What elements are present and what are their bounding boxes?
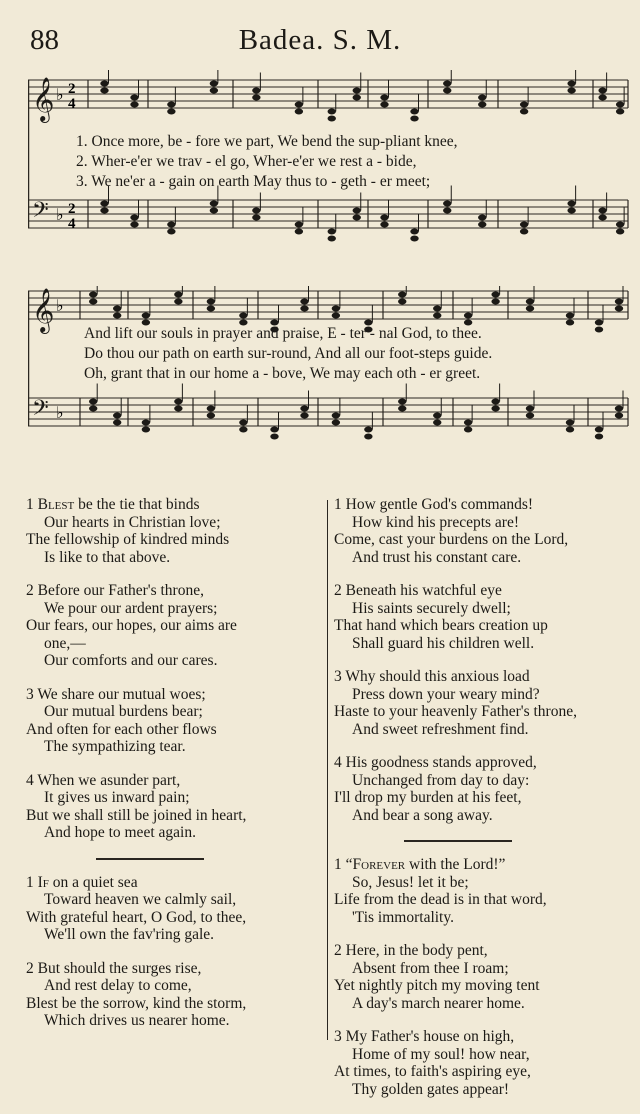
note-head [174,292,182,298]
note-head [332,420,340,426]
note-head [210,201,218,207]
verse-line [26,926,326,944]
verse-line [26,686,326,704]
verse-line [26,960,326,978]
verse-line [334,754,630,772]
column-divider [327,500,328,1040]
note-head [380,95,388,101]
verse-line [334,1028,630,1046]
note-head [398,399,406,405]
flat-icon: ♭ [56,403,64,422]
verse-text: And trust his constant care. [352,548,522,566]
note-head [491,299,499,305]
note-head [174,399,182,405]
note-head [89,406,97,412]
verse-text: Why should this anxious load [345,668,530,685]
verse-line [334,909,630,927]
verse-text: But we shall still be joined in heart, [26,806,247,824]
verse-text: With grateful heart, O God, to thee, [26,908,247,926]
hymn-separator-rule [334,840,630,856]
note-head [113,313,121,319]
verse-text: Beneath his watchful eye [345,582,502,599]
note-head [595,427,603,433]
note-head [207,406,215,412]
verse-line [334,977,630,995]
verse-line [334,617,630,635]
note-head [130,102,138,108]
music-system-2 [28,286,636,461]
note-head [252,95,260,101]
verse-text: one,— [44,634,86,652]
verse-number: 1 [26,873,38,891]
verse-line [26,891,326,909]
verse-text: Life from the dead is in that word, [334,891,547,908]
note-head [433,313,441,319]
note-head [398,299,406,305]
bass-clef-icon: 𝄢 [32,396,49,426]
note-head [410,109,418,115]
note-head [100,88,108,94]
note-head [113,413,121,419]
note-head [443,81,451,87]
verse-line [334,807,630,825]
verse-text: My Father's house on high, [345,1028,515,1045]
note-head [100,201,108,207]
note-head [380,102,388,108]
verse-line [334,703,630,721]
note-head [328,109,336,115]
note-head [616,222,624,228]
verse-stanza [26,960,326,1030]
verse-text: The sympathizing tear. [44,738,186,755]
verse-number: 1 [26,496,38,513]
verse-line [334,789,630,807]
note-head [207,413,215,419]
note-head [328,236,336,242]
note-head [566,313,574,319]
verse-line [334,549,630,567]
note-head [332,313,340,319]
note-head [332,413,340,419]
note-head [89,292,97,298]
note-head [167,229,175,235]
note-head [443,201,451,207]
verse-first-word: If [37,873,49,891]
note-head [207,306,215,312]
verse-number: 4 [26,771,38,789]
verse-line [334,995,630,1013]
verse-line [334,874,630,892]
note-head [142,313,150,319]
note-head [300,406,308,412]
note-head [252,88,260,94]
verse-text: The fellowship of kindred minds [26,531,230,548]
note-head [328,229,336,235]
verse-text: Press down your weary mind? [352,685,540,703]
note-head [520,109,528,115]
note-head [410,236,418,242]
note-head [167,222,175,228]
note-head [567,88,575,94]
verse-line [334,600,630,618]
note-head [616,102,624,108]
note-head [167,102,175,108]
verse-text: That hand which bears creation up [334,617,548,634]
verse-text: Our comforts and our cares. [44,652,218,669]
note-head [478,102,486,108]
note-head [598,208,606,214]
verse-line [26,514,326,532]
flat-icon: ♭ [56,296,64,315]
note-head [167,109,175,115]
verse-stanza [334,582,630,652]
verse-line [26,995,326,1013]
note-head [174,299,182,305]
note-head [566,420,574,426]
verse-text: 'Tis immortality. [352,908,454,926]
note-head [295,222,303,228]
note-head [353,208,361,214]
note-head [398,406,406,412]
verse-text: Blest be the sorrow, kind the storm, [26,994,247,1012]
note-head [520,229,528,235]
verse-line [26,600,326,618]
verse-text: Come, cast your burdens on the Lord, [334,531,569,548]
note-head [380,222,388,228]
note-head [142,420,150,426]
hymn-separator-rule [26,858,326,874]
bass-clef-icon: 𝄢 [32,198,49,228]
note-head [598,95,606,101]
verse-line [334,891,630,909]
note-head [130,222,138,228]
verse-stanza [26,874,326,944]
note-head [595,434,603,440]
note-head [295,229,303,235]
verse-text: And hope to meet again. [44,824,196,841]
verse-line [26,617,326,635]
note-head [526,413,534,419]
note-head [398,292,406,298]
time-signature: 4 [68,96,76,112]
hymn-text-left-column [26,496,326,1046]
verse-text: So, Jesus! let it be; [352,873,469,891]
treble-clef-icon: 𝄞 [32,288,55,332]
verse-stanza [334,856,630,926]
verse-text: When we asunder part, [37,771,181,789]
verse-stanza [334,942,630,1012]
verse-line [26,652,326,670]
note-head [464,313,472,319]
verse-text: Our fears, our hopes, our aims are [26,617,237,634]
note-head [443,208,451,214]
verse-number: 3 [26,685,38,703]
verse-text: We pour our ardent prayers; [44,599,218,617]
note-head [328,116,336,122]
note-head [300,306,308,312]
verse-line [26,789,326,807]
note-head [464,427,472,433]
music-system-1 [28,70,636,245]
verse-line [334,514,630,532]
note-head [100,81,108,87]
verse-text: How gentle God's commands! [345,496,534,513]
note-head [410,229,418,235]
verse-line [26,549,326,567]
verse-first-word: Blest [37,496,75,513]
note-head [443,88,451,94]
verse-number: 3 [334,668,346,685]
note-head [142,427,150,433]
lyric-line-3: 3. We ne'er a - gain on earth May thus to - geth - er meet; [76,173,431,190]
verse-text: Here, in the body pent, [345,942,488,959]
note-head [130,215,138,221]
note-head [526,406,534,412]
lyric-line-6: Oh, grant that in our home a - bove, We may each oth - er greet. [84,365,481,382]
note-head [464,420,472,426]
verse-number: 2 [26,959,38,977]
verse-number: 2 [334,942,346,959]
verse-text: Haste to your heavenly Father's throne, [334,703,577,720]
note-head [295,109,303,115]
verse-line [334,942,630,960]
verse-stanza [26,496,326,566]
verse-stanza [26,582,326,670]
note-head [113,306,121,312]
note-head [526,306,534,312]
verse-line [26,582,326,600]
verse-text: And often for each other flows [26,720,217,738]
verse-number: 2 [334,582,346,599]
verse-text: And sweet refreshment find. [352,720,529,738]
verse-first-word: “Forever [345,856,406,873]
note-head [566,427,574,433]
verse-text: But should the surges rise, [37,959,202,977]
verse-line [334,856,630,874]
note-head [491,406,499,412]
verse-number: 3 [334,1028,346,1045]
verse-stanza [26,686,326,756]
note-head [210,88,218,94]
note-head [252,208,260,214]
note-head [130,95,138,101]
lyric-line-4: And lift our souls in prayer and praise, E - ter - nal God, to thee. [84,325,482,342]
verse-text: with the Lord!” [405,856,506,873]
verse-text: Is like to that above. [44,548,171,566]
note-head [239,420,247,426]
note-head [520,102,528,108]
flat-icon: ♭ [56,85,64,104]
lyric-line-1: 1. Once more, be - fore we part, We bend the sup-pliant knee, [76,133,458,150]
note-head [300,299,308,305]
note-head [520,222,528,228]
note-head [174,406,182,412]
verse-line [334,1081,630,1099]
lyric-line-5: Do thou our path on earth sur-round, And all our foot-steps guide. [84,345,493,362]
verse-line [334,960,630,978]
note-head [210,208,218,214]
verse-line [334,496,630,514]
verse-text: Toward heaven we calmly sail, [44,891,237,908]
verse-line [334,668,630,686]
verse-text: I'll drop my burden at his feet, [334,789,522,806]
time-signature: 4 [68,216,76,232]
verse-number: 1 [334,496,346,513]
verse-number: 1 [334,856,346,873]
verse-stanza [334,1028,630,1098]
lyric-line-2: 2. Wher-e'er we trav - el go, Wher-e'er we rest a - bide, [76,153,417,170]
verse-text: be the tie that binds [74,496,200,513]
note-head [295,102,303,108]
note-head [89,399,97,405]
note-head [615,299,623,305]
verse-line [334,531,630,549]
note-head [616,229,624,235]
verse-line [334,1046,630,1064]
note-head [380,215,388,221]
flat-icon: ♭ [56,205,64,224]
verse-line [26,531,326,549]
verse-text: At times, to faith's aspiring eye, [334,1063,531,1080]
note-head [598,215,606,221]
verse-line [26,738,326,756]
note-head [252,215,260,221]
verse-text: Which drives us nearer home. [44,1012,230,1029]
verse-number: 4 [334,754,346,771]
verse-text: Home of my soul! how near, [352,1045,530,1063]
verse-line [26,703,326,721]
verse-stanza [334,668,630,738]
note-head [353,95,361,101]
verse-line [334,635,630,653]
verse-text: Unchanged from day to day: [352,771,530,789]
note-head [353,88,361,94]
verse-text: It gives us inward pain; [44,789,190,806]
note-head [239,427,247,433]
verse-line [26,824,326,842]
note-head [210,81,218,87]
note-head [433,306,441,312]
verse-line [26,721,326,739]
note-head [270,427,278,433]
note-head [567,81,575,87]
verse-text: We share our mutual woes; [37,685,206,703]
note-head [598,88,606,94]
note-head [100,208,108,214]
verse-text: Shall guard his children well. [352,634,535,652]
note-head [615,413,623,419]
hymn-title: Badea. S. M. [238,24,402,56]
note-head [364,434,372,440]
verse-number: 2 [26,582,38,599]
note-head [478,215,486,221]
verse-stanza [334,496,630,566]
note-head [364,427,372,433]
note-head [332,306,340,312]
note-head [433,413,441,419]
verse-line [26,635,326,653]
note-head [239,313,247,319]
verse-text: And rest delay to come, [44,977,192,994]
verse-line [334,1063,630,1081]
verse-text: His goodness stands approved, [345,754,537,771]
note-head [113,420,121,426]
verse-text: Before our Father's throne, [37,582,204,599]
verse-line [26,977,326,995]
verse-text: Absent from thee I roam; [352,959,509,977]
note-head [410,116,418,122]
page-header [0,24,640,64]
note-head [615,306,623,312]
verse-line [26,909,326,927]
verse-stanza [334,754,630,824]
note-head [491,399,499,405]
page-number: 88 [30,24,59,56]
verse-text: Our mutual burdens bear; [44,703,203,720]
note-head [615,406,623,412]
note-head [478,95,486,101]
time-signature: 2 [68,201,76,217]
verse-stanza [26,772,326,842]
note-head [89,299,97,305]
treble-clef-icon: 𝄞 [32,77,55,121]
note-head [433,420,441,426]
verse-line [26,807,326,825]
verse-text: How kind his precepts are! [352,513,520,531]
note-head [353,215,361,221]
verse-line [334,772,630,790]
verse-text: His saints securely dwell; [352,599,511,617]
verse-line [26,874,326,892]
verse-line [334,721,630,739]
note-head [567,208,575,214]
verse-line [334,686,630,704]
verse-text: Yet nightly pitch my moving tent [334,977,540,994]
verse-line [334,582,630,600]
note-head [491,292,499,298]
verse-line [26,772,326,790]
note-head [270,434,278,440]
note-head [478,222,486,228]
verse-line [26,1012,326,1030]
verse-text: We'll own the fav'ring gale. [44,926,215,943]
verse-text: Our hearts in Christian love; [44,513,221,531]
note-head [567,201,575,207]
note-head [526,299,534,305]
note-head [616,109,624,115]
verse-line [26,496,326,514]
verse-text: A day's march nearer home. [352,994,525,1012]
hymn-text-right-column [334,496,630,1114]
verse-text: on a quiet sea [48,873,138,891]
note-head [207,299,215,305]
verse-text: And bear a song away. [352,806,493,824]
note-head [300,413,308,419]
verse-text: Thy golden gates appear! [352,1080,510,1098]
time-signature: 2 [68,81,76,97]
